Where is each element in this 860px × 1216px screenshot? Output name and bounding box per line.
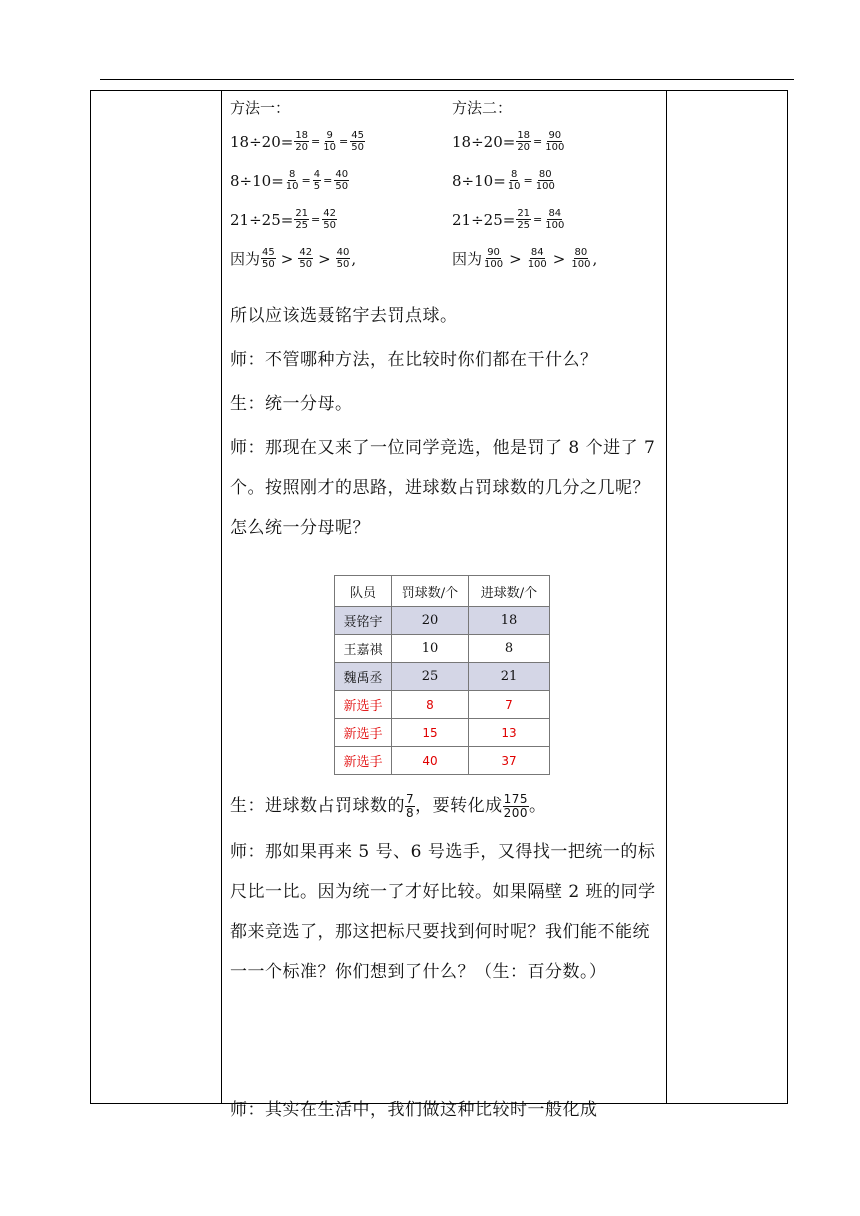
fraction: $\frac{84}{100}$: [527, 247, 547, 270]
expression: 18÷20=: [230, 132, 294, 151]
fraction: $\frac{45}{50}$: [262, 247, 275, 270]
table-cell: 王嘉祺: [335, 635, 392, 663]
fraction: $\frac{7}{8}$: [406, 792, 415, 820]
table-row: [335, 663, 550, 691]
table-cell: 新选手: [335, 691, 392, 719]
fraction: $\frac{45}{50}$: [351, 130, 364, 153]
table-row: [335, 635, 550, 663]
method-one-line-1: 18÷20= $\frac{18}{20}$ = $\frac{9}{10}$ = $\frac{45}{50}$: [230, 130, 364, 153]
header-rule: [100, 79, 794, 80]
method-one-title: 方法一：: [230, 98, 291, 117]
fraction: $\frac{40}{50}$: [335, 169, 349, 192]
fraction: $\frac{8}{10}$: [507, 169, 521, 192]
fraction: $\frac{40}{50}$: [336, 247, 350, 270]
expression: 8÷10=: [452, 171, 506, 190]
column-header: 队员: [335, 576, 392, 607]
fraction: $\frac{80}{100}$: [571, 247, 591, 270]
column-header: 进球数/个: [469, 576, 550, 607]
fraction: $\frac{8}{10}$: [285, 169, 299, 192]
fraction: $\frac{80}{100}$: [535, 169, 555, 192]
teacher-question: 师：不管哪种方法，在比较时你们都在干什么？: [230, 350, 598, 370]
table-cell: 聂铭宇: [335, 607, 392, 635]
fraction: $\frac{90}{100}$: [484, 247, 504, 270]
table-cell: 15: [392, 719, 469, 747]
table-row: [335, 719, 550, 747]
method-two-title: 方法二：: [452, 98, 513, 117]
table-cell: 37: [469, 747, 550, 775]
teacher-discussion: 师：那如果再来 5 号、6 号选手，又得找一把统一的标尺比一比。因为统一了才好比较。如果隔壁 2 班的同学都来竞选了，那这把标尺要找到何时呢？我们能不能统一一个标准？你们想到了什么？（生：百分数。）: [230, 842, 656, 982]
fraction: $\frac{4}{5}$: [313, 169, 321, 192]
method-two-line-3: 21÷25= $\frac{21}{25}$ = $\frac{84}{100}$: [452, 208, 565, 231]
student-fraction-answer: 生：进球数占罚球数的 $\frac{7}{8}$ ，要转化成 $\frac{175}{200}$ 。: [230, 792, 547, 820]
student-answer: 生：统一分母。: [230, 394, 353, 414]
fraction: $\frac{90}{100}$: [545, 130, 565, 153]
fraction: $\frac{18}{20}$: [517, 130, 531, 153]
table-cell: 40: [392, 747, 469, 775]
table-cell: 新选手: [335, 719, 392, 747]
table-cell: 8: [469, 635, 550, 663]
method-two-line-2: 8÷10= $\frac{8}{10}$ = $\frac{80}{100}$: [452, 169, 555, 192]
fraction: $\frac{84}{100}$: [545, 208, 565, 231]
conclusion-paragraph: 所以应该选聂铭宇去罚点球。: [230, 306, 458, 326]
table-cell: 25: [392, 663, 469, 691]
table-cell: 8: [392, 691, 469, 719]
fraction: $\frac{18}{20}$: [295, 130, 309, 153]
fraction: $\frac{42}{50}$: [299, 247, 313, 270]
penalty-table: [334, 575, 550, 775]
column-header: 罚球数/个: [392, 576, 469, 607]
expression: 21÷25=: [452, 210, 516, 229]
table-cell: 10: [392, 635, 469, 663]
table-cell: 7: [469, 691, 550, 719]
expression: 21÷25=: [230, 210, 294, 229]
table-row: [335, 691, 550, 719]
table-row: [335, 747, 550, 775]
fraction: $\frac{175}{200}$: [503, 792, 529, 820]
table-cell: 新选手: [335, 747, 392, 775]
table-header-row: [335, 576, 550, 607]
table-cell: 20: [392, 607, 469, 635]
method-one-line-3: 21÷25= $\frac{21}{25}$ = $\frac{42}{50}$: [230, 208, 336, 231]
table-cell: 18: [469, 607, 550, 635]
column-divider-left: [221, 90, 222, 1104]
expression: 8÷10=: [230, 171, 284, 190]
method-one-line-2: 8÷10= $\frac{8}{10}$ = $\frac{4}{5}$ = $\frac{40}{50}$: [230, 169, 349, 192]
teacher-closing: 师：其实在生活中，我们做这种比较时一般化成: [230, 1100, 598, 1120]
because-label: 因为: [452, 250, 483, 268]
table-row: [335, 607, 550, 635]
method-two: [452, 92, 597, 278]
method-two-line-1: 18÷20= $\frac{18}{20}$ = $\frac{90}{100}$: [452, 130, 565, 153]
fraction: $\frac{9}{10}$: [323, 130, 336, 153]
because-label: 因为: [230, 250, 261, 268]
teacher-prompt: 师：那现在又来了一位同学竞选，他是罚了 8 个进了 7 个。按照刚才的思路，进球数占罚球数的几分之几呢？怎么统一分母呢？: [230, 438, 656, 538]
fraction: $\frac{21}{25}$: [295, 208, 309, 231]
method-one-line-4: 因为 $\frac{45}{50}$ > $\frac{42}{50}$ > $\frac{40}{50}$ ,: [230, 247, 357, 270]
table-cell: 21: [469, 663, 550, 691]
fraction: $\frac{21}{25}$: [517, 208, 531, 231]
method-two-line-4: 因为 $\frac{90}{100}$ > $\frac{84}{100}$ > $\frac{80}{100}$ ,: [452, 247, 598, 270]
table-cell: 魏禹丞: [335, 663, 392, 691]
expression: 18÷20=: [452, 132, 516, 151]
fraction: $\frac{42}{50}$: [323, 208, 336, 231]
method-one: [230, 92, 366, 278]
table-cell: 13: [469, 719, 550, 747]
column-divider-right: [666, 90, 667, 1104]
